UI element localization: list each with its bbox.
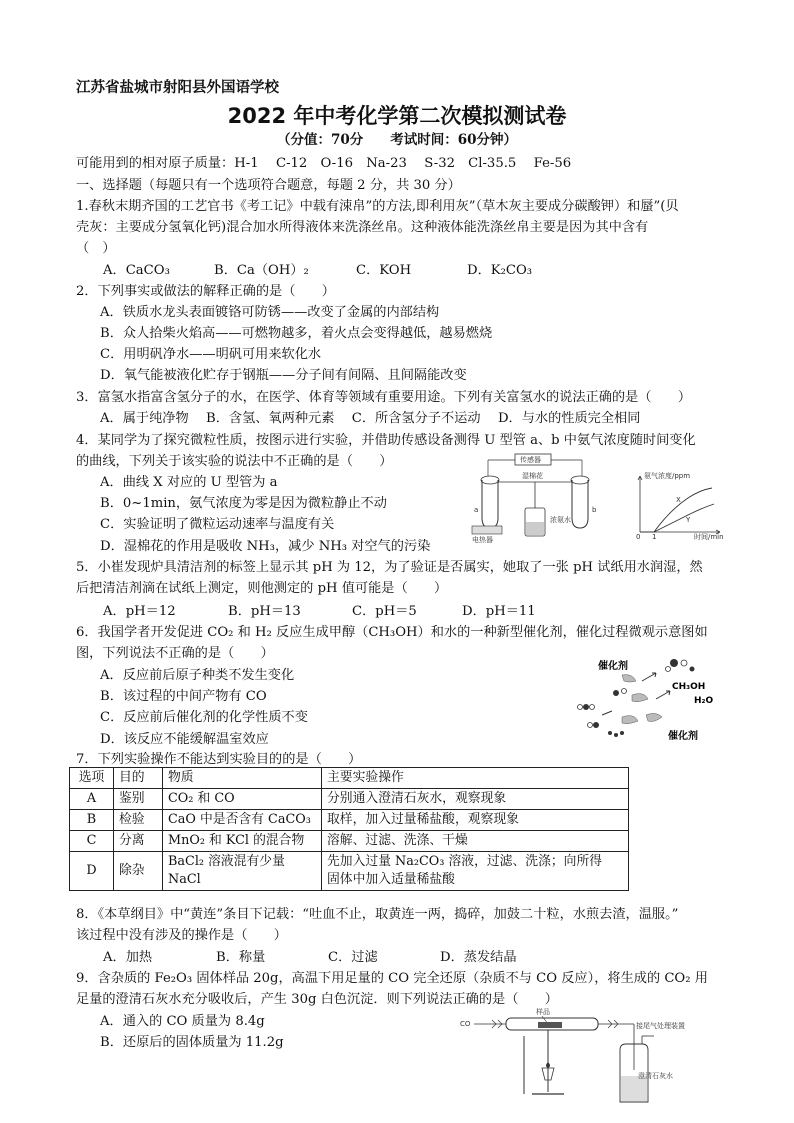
q3-options: A．属于纯净物 B．含氢、氧两种元素 C．所含氢分子不运动 D．与水的性质完全相同 — [100, 411, 641, 426]
q4-fig-a-label: a — [474, 506, 479, 514]
q9-line1: 9．含杂质的 Fe₂O₃ 固体样品 20g，高温下用足量的 CO 完全还原（杂质不与 CO 反应），将生成的 CO₂ 用 — [76, 971, 708, 986]
q8-line2: 该过程中没有涉及的操作是（ ） — [76, 928, 287, 943]
table-cell: MnO₂ 和 KCl 的混合物 — [163, 831, 322, 852]
table-cell: 分别通入澄清石灰水，观察现象 — [322, 789, 629, 810]
table-cell — [322, 852, 629, 891]
q5-line1: 5．小崔发现炉具清洁剂的标签上显示其 pH 为 12，为了验证是否属实，她取了一张 pH 试纸用水润湿，然 — [76, 560, 703, 575]
q4-graph-xlabel: 时间/min — [694, 533, 724, 540]
q4-apparatus-figure — [470, 452, 620, 544]
q5-option-d: D．pH＝11 — [462, 604, 536, 619]
table-cell: 鉴别 — [114, 789, 163, 810]
q1-line1: 1.春秋末期齐国的工艺官书《考工记》中载有涑帛”的方法,即利用灰”（草木灰主要成分碳酸钾）和蜃”(贝 — [76, 199, 679, 214]
q1-line2: 壳灰：主要成分氢氧化钙)混合加水所得液体来洗涤丝帛。这种液体能洗涤丝帛主要是因为其中含有 — [76, 220, 649, 235]
table-cell: 溶解、过滤、洗涤、干燥 — [322, 831, 629, 852]
exam-meta: （分值：70分 考试时间：60分钟） — [276, 132, 518, 148]
q7-stem: 7．下列实验操作不能达到实验目的的是（ ） — [76, 752, 362, 767]
q4-option-c: C．实验证明了微粒运动速率与温度有关 — [100, 517, 335, 532]
q8-option-c: C．过滤 — [328, 950, 378, 965]
table-cell: B — [70, 810, 114, 831]
q2-option-c: C．用明矾净水——明矾可用来软化水 — [100, 347, 322, 362]
q2-option-d: D．氧气能被液化贮存于钢瓶——分子间有间隔、且间隔能改变 — [100, 368, 467, 383]
table-cell: 检验 — [114, 810, 163, 831]
q9-fig-sample-label: 样品 — [536, 1008, 550, 1016]
q6-option-c: C．反应前后催化剂的化学性质不变 — [100, 710, 308, 725]
q6-fig-catalyst-top-label: 催化剂 — [598, 661, 628, 672]
q6-option-d: D．该反应不能缓解温室效应 — [100, 732, 269, 747]
q4-graph-ylabel: 氨气浓度/ppm — [644, 472, 691, 480]
q4-fig-cotton-label: 湿棉花 — [522, 472, 543, 480]
q6-catalysis-diagram — [576, 655, 726, 745]
table-row — [70, 831, 629, 852]
q6-fig-catalyst-bottom-label: 催化剂 — [668, 731, 698, 742]
q8-line1: 8．《本草纲目》中“黄连”条目下记载：“吐血不止，取黄连一两，捣碎，加鼓二十粒，水煎去渣，温服。” — [76, 907, 679, 922]
q1-option-d: D．K₂CO₃ — [467, 263, 533, 278]
q6-option-b: B．该过程的中间产物有 CO — [100, 689, 267, 704]
table-cell: C — [70, 831, 114, 852]
q9-option-b: B．还原后的固体质量为 11.2g — [100, 1035, 284, 1050]
table-cell: CaO 中是否含有 CaCO₃ — [163, 810, 322, 831]
q8-option-a: A．加热 — [103, 950, 153, 965]
table-header-cell: 目的 — [114, 768, 163, 789]
q4-option-a: A．曲线 X 对应的 U 型管为 a — [100, 475, 278, 490]
q6-fig-ch3oh-label: CH₃OH — [672, 682, 706, 692]
q4-graph-curve-y-label: Y — [686, 516, 691, 524]
table-header-cell: 选项 — [70, 768, 114, 789]
table-header-row — [70, 768, 629, 789]
q4-graph-curve-x-label: X — [676, 496, 681, 504]
table-cell: BaCl₂ 溶液混有少量 NaCl — [163, 852, 322, 891]
table-header-cell: 主要实验操作 — [322, 768, 629, 789]
q4-option-b: B．0~1min，氨气浓度为零是因为微粒静止不动 — [100, 496, 387, 511]
q4-graph-origin: 0 — [636, 533, 641, 540]
q9-fig-tail-label: 接尾气处理装置 — [636, 1022, 685, 1030]
q4-line2: 的曲线，下列关于该实验的说法中不正确的是（ ） — [76, 454, 393, 469]
table-cell: 取样，加入过量稀盐酸，观察现象 — [322, 810, 629, 831]
table-cell: D — [70, 852, 114, 891]
atomic-masses: 可能用到的相对原子质量：H-1 C-12 O-16 Na-23 S-32 Cl-35.5 Fe-56 — [76, 156, 572, 171]
q4-concentration-graph — [630, 470, 726, 540]
q4-fig-heater-label: 电热器 — [472, 536, 493, 544]
q5-option-a: A．pH＝12 — [103, 604, 176, 619]
q2-stem: 2．下列事实或做法的解释正确的是（ ） — [76, 284, 335, 299]
q3-stem: 3．富氢水指富含氢分子的水，在医学、体育等领域有重要用途。下列有关富氢水的说法正确的是（ ） — [76, 390, 692, 405]
q9-option-a: A．通入的 CO 质量为 8.4g — [100, 1014, 265, 1029]
exam-title: 2022 年中考化学第二次模拟测试卷 — [227, 104, 567, 128]
q1-option-c: C．KOH — [356, 263, 412, 278]
table-row — [70, 810, 629, 831]
q1-option-b: B．Ca（OH）₂ — [214, 263, 309, 278]
q9-fig-lime-label: 澄清石灰水 — [638, 1072, 673, 1080]
table-cell-line: 固体中加入适量稀盐酸 — [327, 872, 455, 887]
q6-fig-h2o-label: H₂O — [694, 696, 714, 706]
q6-line2: 图，下列说法不正确的是（ ） — [76, 646, 274, 661]
q4-fig-sensor-label: 传感器 — [520, 456, 541, 464]
q4-line1: 4．某同学为了探究微粒性质，按图示进行实验，并借助传感设备测得 U 型管 a、b 中氨气浓度随时间变化 — [76, 433, 696, 448]
q7-table — [69, 767, 629, 891]
q6-option-a: A．反应前后原子种类不发生变化 — [100, 668, 295, 683]
q1-line3: （ ） — [76, 241, 116, 256]
q2-option-b: B．众人拾柴火焰高——可燃物越多，着火点会变得越低，越易燃烧 — [100, 326, 493, 341]
table-header-cell: 物质 — [163, 768, 322, 789]
q4-graph-tick-1: 1 — [652, 533, 657, 540]
q5-line2: 后把清洁剂滴在试纸上测定，则他测定的 pH 值可能是（ ） — [76, 581, 448, 596]
school-name: 江苏省盐城市射阳县外国语学校 — [76, 80, 279, 96]
q9-apparatus-figure — [458, 1006, 728, 1116]
q6-line1: 6．我国学者开发促进 CO₂ 和 H₂ 反应生成甲醇（CH₃OH）和水的一种新型催化剂，催化过程微观示意图如 — [76, 625, 708, 640]
section-heading: 一、选择题（每题只有一个选项符合题意，每题 2 分，共 30 分） — [76, 178, 461, 193]
table-row — [70, 852, 629, 891]
q4-fig-water-label: 浓氨水 — [550, 516, 571, 524]
q8-option-d: D．蒸发结晶 — [440, 950, 517, 965]
table-cell: CO₂ 和 CO — [163, 789, 322, 810]
q9-fig-co-label: CO — [460, 1020, 471, 1028]
table-cell: 分离 — [114, 831, 163, 852]
q9-line2: 足量的澄清石灰水充分吸收后，产生 30g 白色沉淀．则下列说法正确的是（ ） — [76, 992, 558, 1007]
q8-option-b: B．称量 — [216, 950, 266, 965]
q1-option-a: A．CaCO₃ — [103, 263, 170, 278]
table-cell-line: 先加入过量 Na₂CO₃ 溶液，过滤、洗涤；向所得 — [327, 854, 603, 869]
table-cell: A — [70, 789, 114, 810]
q4-fig-b-label: b — [592, 506, 597, 514]
table-cell: 除杂 — [114, 852, 163, 891]
q5-option-b: B．pH＝13 — [228, 604, 301, 619]
q5-option-c: C．pH＝5 — [352, 604, 417, 619]
q2-option-a: A．铁质水龙头表面镀铬可防锈——改变了金属的内部结构 — [100, 305, 440, 320]
q4-option-d: D．湿棉花的作用是吸收 NH₃，减少 NH₃ 对空气的污染 — [100, 539, 431, 554]
table-row — [70, 789, 629, 810]
